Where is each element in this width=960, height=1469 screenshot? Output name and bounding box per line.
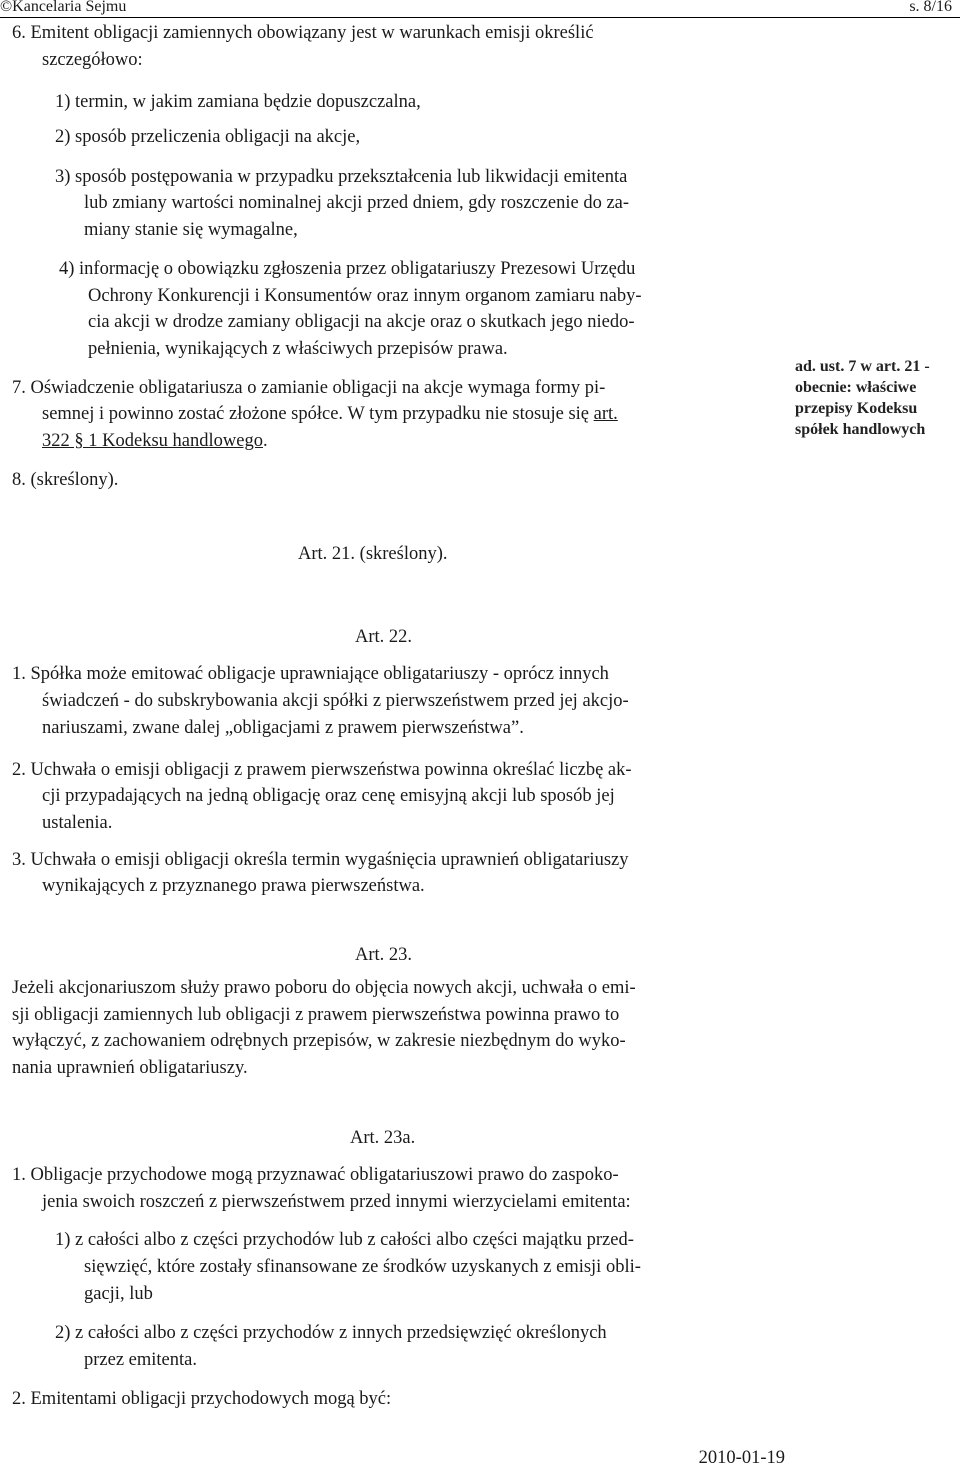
- art23a-para2: 2. Emitentami obligacji przychodowych mogą być:: [12, 1389, 392, 1409]
- list-item-3-line2: lub zmiany wartości nominalnej akcji przed dniem, gdy roszczenie do za-: [84, 193, 630, 213]
- art23a-item1-line3: gacji, lub: [84, 1284, 153, 1304]
- art22-para2-line2: cji przypadających na jedną obligację oraz cenę emisyjną akcji lub sposób jej: [42, 786, 615, 806]
- art22-para1-line2: świadczeń - do subskrybowania akcji spółki z pierwszeństwem przed jej akcjo-: [42, 691, 629, 711]
- art21-heading: Art. 21. (skreślony).: [298, 544, 448, 564]
- margin-note-line: przepisy Kodeksu: [795, 400, 918, 417]
- art22-para3-line2: wynikających z przyznanego prawa pierwszeństwa.: [42, 876, 425, 896]
- article-link-art[interactable]: art.: [593, 404, 618, 424]
- art23-heading: Art. 23.: [355, 945, 413, 965]
- art23-line4: nania uprawnień obligatariuszy.: [12, 1058, 248, 1078]
- list-item-2: 2) sposób przeliczenia obligacji na akcje,: [55, 127, 361, 147]
- margin-note-line: ad. ust. 7 w art. 21 -: [795, 358, 930, 375]
- art22-para2-line1: 2. Uchwała o emisji obligacji z prawem pierwszeństwa powinna określać liczbę ak-: [12, 760, 632, 780]
- footer-date: 2010-01-19: [698, 1448, 785, 1468]
- para8: 8. (skreślony).: [12, 470, 119, 490]
- para7-end: .: [262, 431, 268, 451]
- art23-line3: wyłączyć, z zachowaniem odrębnych przepisów, w zakresie niezbędnym do wyko-: [12, 1031, 626, 1051]
- publisher-label: ©Kancelaria Sejmu: [0, 0, 127, 15]
- list-item-4-line1: 4) informację o obowiązku zgłoszenia przez obligatariuszy Prezesowi Urzędu: [59, 259, 636, 279]
- page-header: [0, 0, 960, 18]
- list-item-4-line4: pełnienia, wynikających z właściwych przepisów prawa.: [88, 339, 508, 359]
- art22-heading: Art. 22.: [355, 627, 413, 647]
- list-item-3-line3: miany stanie się wymagalne,: [84, 220, 298, 240]
- art23a-para1-line1: 1. Obligacje przychodowe mogą przyznawać obligatariuszowi prawo do zaspoko-: [12, 1165, 619, 1185]
- art22-para1-line3: nariuszami, zwane dalej „obligacjami z prawem pierwszeństwa”.: [42, 718, 524, 738]
- list-item-3-line1: 3) sposób postępowania w przypadku przekształcenia lub likwidacji emitenta: [55, 167, 628, 187]
- list-item-1: 1) termin, w jakim zamiana będzie dopuszczalna,: [55, 92, 421, 112]
- art23a-item1-line1: 1) z całości albo z części przychodów lub z całości albo części majątku przed-: [55, 1230, 634, 1250]
- art23a-item1-line2: sięwzięć, które zostały sfinansowane ze środków uzyskanych z emisji obli-: [84, 1257, 641, 1277]
- art22-para1-line1: 1. Spółka może emitować obligacje uprawniające obligatariuszy - oprócz innych: [12, 664, 609, 684]
- art23a-item2-line2: przez emitenta.: [84, 1350, 197, 1370]
- para7-line3: [42, 428, 268, 455]
- para7-text: semnej i powinno zostać złożone spółce. W tym przypadku nie stosuje się: [42, 404, 594, 424]
- margin-note: [795, 356, 960, 440]
- list-item-4-line2: Ochrony Konkurencji i Konsumentów oraz innym organom zamiaru naby-: [88, 286, 642, 306]
- para7-line1: 7. Oświadczenie obligatariusza o zamianie obligacji na akcje wymaga formy pi-: [12, 378, 606, 398]
- list-item-4-line3: cia akcji w drodze zamiany obligacji na akcje oraz o skutkach jego niedo-: [88, 312, 635, 332]
- page-number: s. 8/16: [909, 0, 952, 15]
- art23-line2: sji obligacji zamiennych lub obligacji z prawem pierwszeństwa powinna prawo to: [12, 1005, 620, 1025]
- para6-intro: 6. Emitent obligacji zamiennych obowiązany jest w warunkach emisji określić: [12, 23, 594, 43]
- art23a-para1-line2: jenia swoich roszczeń z pierwszeństwem przed innymi wierzycielami emitenta:: [42, 1192, 631, 1212]
- art23a-item2-line1: 2) z całości albo z części przychodów z innych przedsięwzięć określonych: [55, 1323, 607, 1343]
- para7-line2: [42, 401, 618, 428]
- art22-para2-line3: ustalenia.: [42, 813, 113, 833]
- art22-para3-line1: 3. Uchwała o emisji obligacji określa termin wygaśnięcia uprawnień obligatariuszy: [12, 850, 629, 870]
- margin-note-line: obecnie: właściwe: [795, 379, 917, 396]
- kodeks-handlowy-link[interactable]: 322 § 1 Kodeksu handlowego: [42, 431, 263, 451]
- margin-note-line: spółek handlowych: [795, 421, 926, 438]
- art23a-heading: Art. 23a.: [350, 1128, 416, 1148]
- art23-line1: Jeżeli akcjonariuszom służy prawo poboru do objęcia nowych akcji, uchwała o emi-: [12, 978, 636, 998]
- para6-intro-cont: szczegółowo:: [42, 50, 143, 70]
